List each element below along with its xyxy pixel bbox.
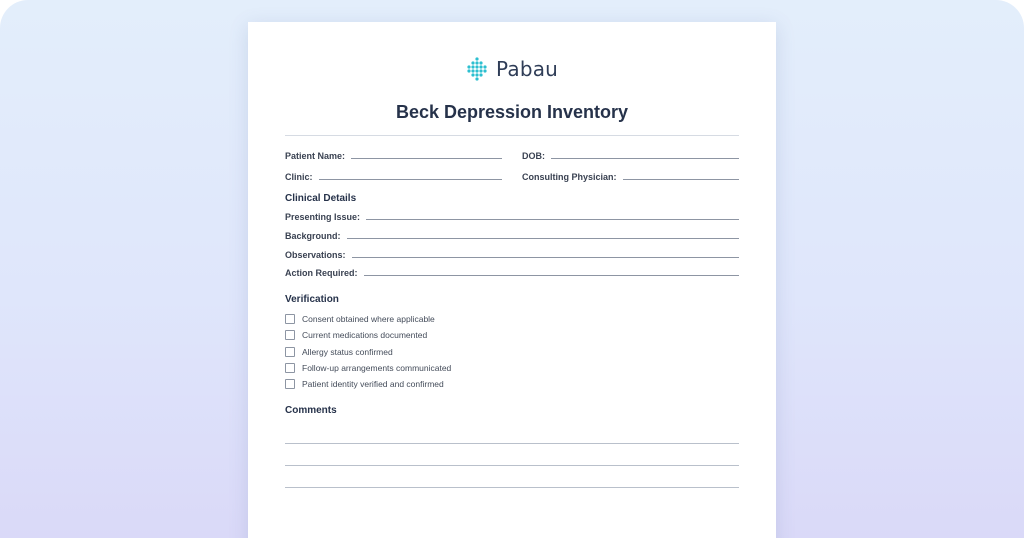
action-required-line[interactable] xyxy=(364,275,739,276)
verification-item[interactable] xyxy=(285,347,393,357)
patient-name-label: Patient Name: xyxy=(285,151,346,161)
background-label: Background: xyxy=(285,231,341,241)
verification-heading: Verification xyxy=(285,294,339,305)
presenting-issue-label: Presenting Issue: xyxy=(285,212,361,222)
background-line[interactable] xyxy=(347,238,739,239)
comment-line[interactable] xyxy=(285,465,739,466)
clinic-line[interactable] xyxy=(319,179,502,180)
brand-logo xyxy=(464,56,558,82)
clinic-label: Clinic: xyxy=(285,172,313,182)
comment-line[interactable] xyxy=(285,443,739,444)
verification-item-label: Allergy status confirmed xyxy=(302,347,393,357)
dob-line[interactable] xyxy=(551,158,739,159)
patient-name-line[interactable] xyxy=(351,158,502,159)
checkbox[interactable] xyxy=(285,363,295,373)
verification-item-label: Current medications documented xyxy=(302,330,428,340)
patient-name-field[interactable] xyxy=(285,151,502,161)
form-sheet xyxy=(248,22,776,538)
action-required-label: Action Required: xyxy=(285,268,358,278)
verification-item[interactable] xyxy=(285,314,435,324)
comments-heading: Comments xyxy=(285,405,337,416)
dob-label: DOB: xyxy=(522,151,545,161)
consulting-physician-field[interactable] xyxy=(522,172,739,182)
document-title: Beck Depression Inventory xyxy=(395,102,629,122)
checkbox[interactable] xyxy=(285,379,295,389)
verification-item[interactable] xyxy=(285,363,451,373)
observations-line[interactable] xyxy=(352,257,739,258)
checkbox[interactable] xyxy=(285,347,295,357)
presenting-issue-field[interactable] xyxy=(285,212,739,222)
clinical-details-heading: Clinical Details xyxy=(285,193,357,204)
brand-name: Pabau xyxy=(496,57,559,81)
consulting-physician-label: Consulting Physician: xyxy=(522,172,617,182)
action-required-field[interactable] xyxy=(285,268,739,278)
clinic-field[interactable] xyxy=(285,172,502,182)
verification-item[interactable] xyxy=(285,330,427,340)
observations-label: Observations: xyxy=(285,250,346,260)
title-divider xyxy=(285,135,739,136)
consulting-physician-line[interactable] xyxy=(623,179,739,180)
pabau-diamond-icon xyxy=(464,56,490,82)
presenting-issue-line[interactable] xyxy=(366,219,739,220)
verification-item-label: Follow-up arrangements communicated xyxy=(302,363,452,373)
verification-item-label: Patient identity verified and confirmed xyxy=(302,379,444,389)
checkbox[interactable] xyxy=(285,330,295,340)
verification-item[interactable] xyxy=(285,379,444,389)
comment-line[interactable] xyxy=(285,487,739,488)
checkbox[interactable] xyxy=(285,314,295,324)
dob-field[interactable] xyxy=(522,151,739,161)
observations-field[interactable] xyxy=(285,250,739,260)
verification-item-label: Consent obtained where applicable xyxy=(302,314,435,324)
background-field[interactable] xyxy=(285,231,739,241)
